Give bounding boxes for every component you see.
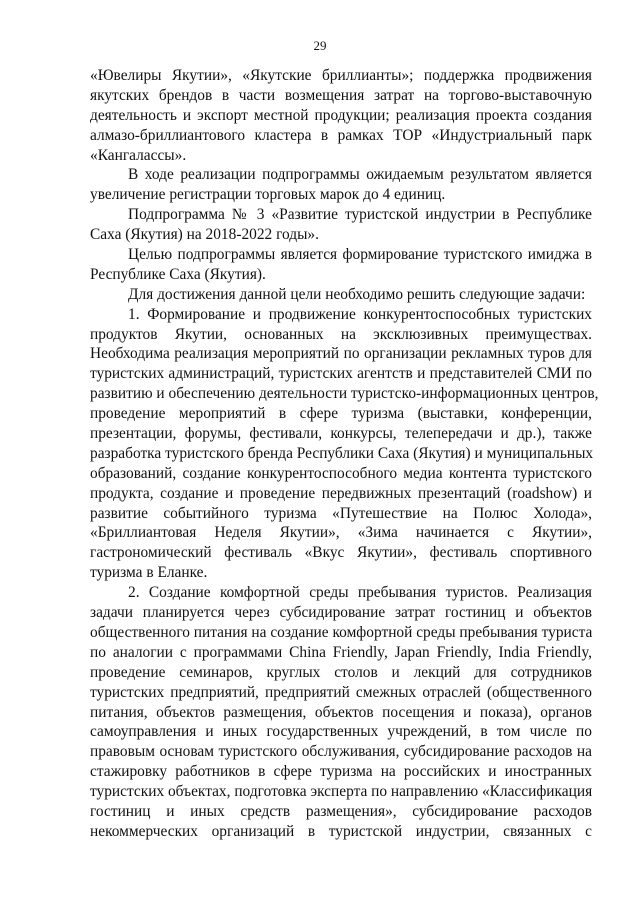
text-line: развитию и обеспечению деятельности туристско-информационных центров, bbox=[90, 385, 599, 403]
text-line: правовым основам туристского обслуживания, субсидирование расходов на bbox=[90, 743, 592, 761]
text-line: Саха (Якутия) на 2018-2022 годы». bbox=[90, 226, 319, 244]
text-line: развитие событийного туризма «Путешествие на Полюс Холода», bbox=[90, 504, 592, 522]
text-line: задачи планируется через субсидирование затрат гостиниц и объектов bbox=[90, 604, 592, 622]
body-text bbox=[90, 66, 599, 842]
page-number: 29 bbox=[313, 38, 327, 53]
text-line: алмазо-бриллиантового кластера в рамках ТОР «Индустриальный парк bbox=[90, 126, 592, 144]
text-line: гостиниц и иных средств размещения», субсидирование расходов bbox=[90, 802, 592, 820]
text-line: «Бриллиантовая Неделя Якутии», «Зима начинается с Якутии», bbox=[90, 524, 592, 542]
text-line: разработка туристского бренда Республики Саха (Якутия) и муниципальных bbox=[90, 444, 594, 462]
text-line: туристских администраций, туристских агентств и представителей СМИ по bbox=[90, 365, 592, 383]
text-line: В ходе реализации подпрограммы ожидаемым результатом является bbox=[128, 166, 592, 184]
text-line: Республике Саха (Якутия). bbox=[90, 265, 266, 283]
text-line: 2. Создание комфортной среды пребывания туристов. Реализация bbox=[128, 584, 592, 602]
text-line: якутских брендов в части возмещения затрат на торгово-выставочную bbox=[90, 86, 592, 104]
text-line: продуктов Якутии, основанных на эксклюзивных преимуществах. bbox=[90, 325, 592, 343]
text-line: туристских предприятий, предприятий смежных отраслей (общественного bbox=[90, 683, 592, 701]
text-line: продукта, создание и проведение передвижных презентаций (roadshow) и bbox=[90, 484, 592, 502]
text-line: Целью подпрограммы является формирование туристского имиджа в bbox=[128, 246, 592, 264]
text-line: увеличение регистрации торговых марок до 4 единиц. bbox=[90, 186, 446, 204]
text-line: питания, объектов размещения, объектов посещения и показа), органов bbox=[90, 703, 592, 721]
text-line: гастрономический фестиваль «Вкус Якутии», фестиваль спортивного bbox=[90, 544, 592, 562]
text-line: образований, создание конкурентоспособного медиа контента туристского bbox=[90, 464, 592, 482]
text-line: 1. Формирование и продвижение конкурентоспособных туристских bbox=[128, 305, 592, 323]
text-line: Подпрограмма № 3 «Развитие туристской индустрии в Республике bbox=[128, 206, 592, 224]
text-line: по аналогии с программами China Friendly, Japan Friendly, India Friendly, bbox=[90, 643, 592, 661]
text-line: «Ювелиры Якутии», «Якутские бриллианты»; поддержка продвижения bbox=[90, 67, 592, 84]
text-line: общественного питания на создание комфортной среды пребывания туриста bbox=[90, 623, 593, 641]
text-line: самоуправления и иных государственных учреждений, в том числе по bbox=[90, 723, 592, 741]
text-line: деятельность и экспорт местной продукции; реализация проекта создания bbox=[90, 106, 592, 124]
text-line: туризма в Еланке. bbox=[90, 564, 208, 582]
text-line: Для достижения данной цели необходимо решить следующие задачи: bbox=[128, 285, 586, 303]
text-line: презентации, форумы, фестивали, конкурсы, телепередачи и др.), также bbox=[90, 425, 592, 443]
text-line: некоммерческих организаций в туристской индустрии, связанных с bbox=[90, 822, 592, 840]
text-line: проведение семинаров, круглых столов и лекций для сотрудников bbox=[90, 663, 592, 681]
text-line: Необходима реализация мероприятий по организации рекламных туров для bbox=[90, 345, 592, 363]
text-line: туристских объектах, подготовка эксперта по направлению «Классификация bbox=[90, 783, 593, 801]
text-line: «Кангалассы». bbox=[90, 146, 187, 164]
text-line: проведение мероприятий в сфере туризма (выставки, конференции, bbox=[90, 405, 592, 423]
text-line: стажировку работников в сфере туризма на российских и иностранных bbox=[90, 763, 592, 781]
